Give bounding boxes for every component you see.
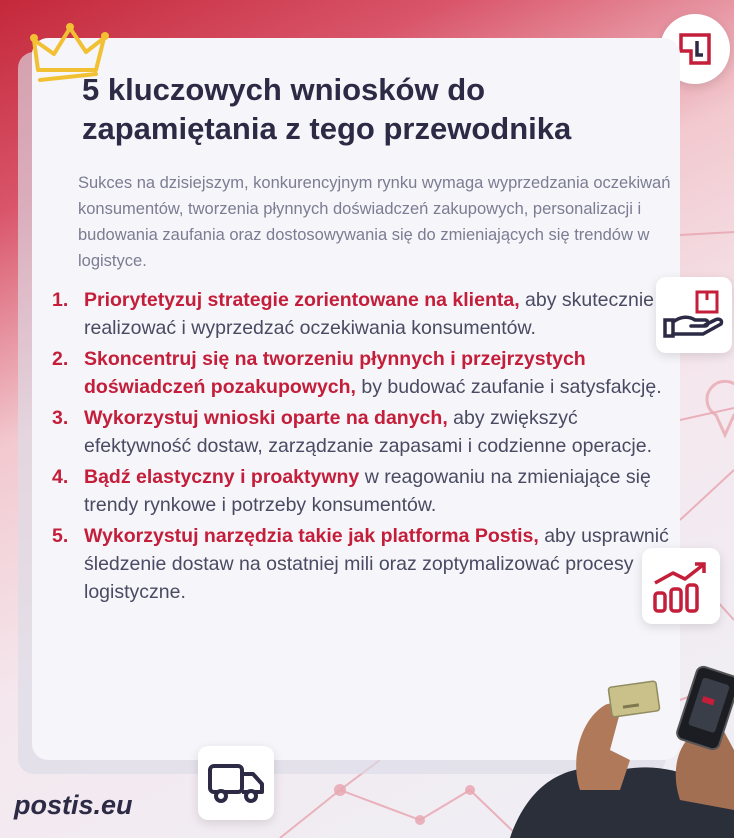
takeaways-list (52, 286, 672, 609)
item-highlight: Wykorzystuj narzędzia takie jak platforma Postis, (84, 525, 539, 547)
item-number: 1. (52, 289, 69, 311)
item-number: 3. (52, 407, 69, 429)
truck-icon (198, 746, 274, 820)
item-text: by budować zaufanie i satysfakcję. (355, 376, 662, 398)
list-item (52, 345, 672, 401)
page-title: 5 kluczowych wniosków do zapamiętania z tego przewodnika (82, 72, 572, 146)
item-highlight: Wykorzystuj wnioski oparte na danych, (84, 407, 448, 429)
item-text: aby zwiększyć efektywność dostaw, zarządzanie zapasami i codzienne operacje. (84, 407, 652, 457)
hands-card-phone-illustration (510, 660, 734, 838)
item-number: 4. (52, 466, 69, 488)
list-item (52, 463, 672, 519)
item-text: aby usprawnić śledzenie dostaw na ostatniej mili oraz zoptymalizować procesy logistyczne. (84, 525, 669, 603)
hand-package-icon (656, 277, 732, 353)
item-highlight: Skoncentruj się na tworzeniu płynnych i przejrzystych doświadczeń pozakupowych, (84, 348, 586, 398)
intro-paragraph: Sukces na dzisiejszym, konkurencyjnym rynku wymaga wyprzedzania oczekiwań konsumentów, tworzenia płynnych doświadczeń zakupowych, personalizacji i budowania zaufania oraz dostosowywania się do zmieniających się trendów w logistyce. (78, 174, 671, 270)
brand-wordmark: postis.eu (14, 790, 133, 820)
item-number: 5. (52, 525, 69, 547)
item-highlight: Bądź elastyczny i proaktywny (84, 466, 360, 488)
list-item (52, 286, 672, 342)
growth-chart-icon (642, 548, 720, 624)
item-text: w reagowaniu na zmieniające się trendy rynkowe i potrzeby konsumentów. (84, 466, 651, 516)
item-highlight: Priorytetyzuj strategie zorientowane na klienta, (84, 289, 520, 311)
list-item (52, 404, 672, 460)
item-number: 2. (52, 348, 69, 370)
list-item (52, 522, 672, 606)
item-text: aby skutecznie realizować i wyprzedzać oczekiwania konsumentów. (84, 289, 655, 339)
